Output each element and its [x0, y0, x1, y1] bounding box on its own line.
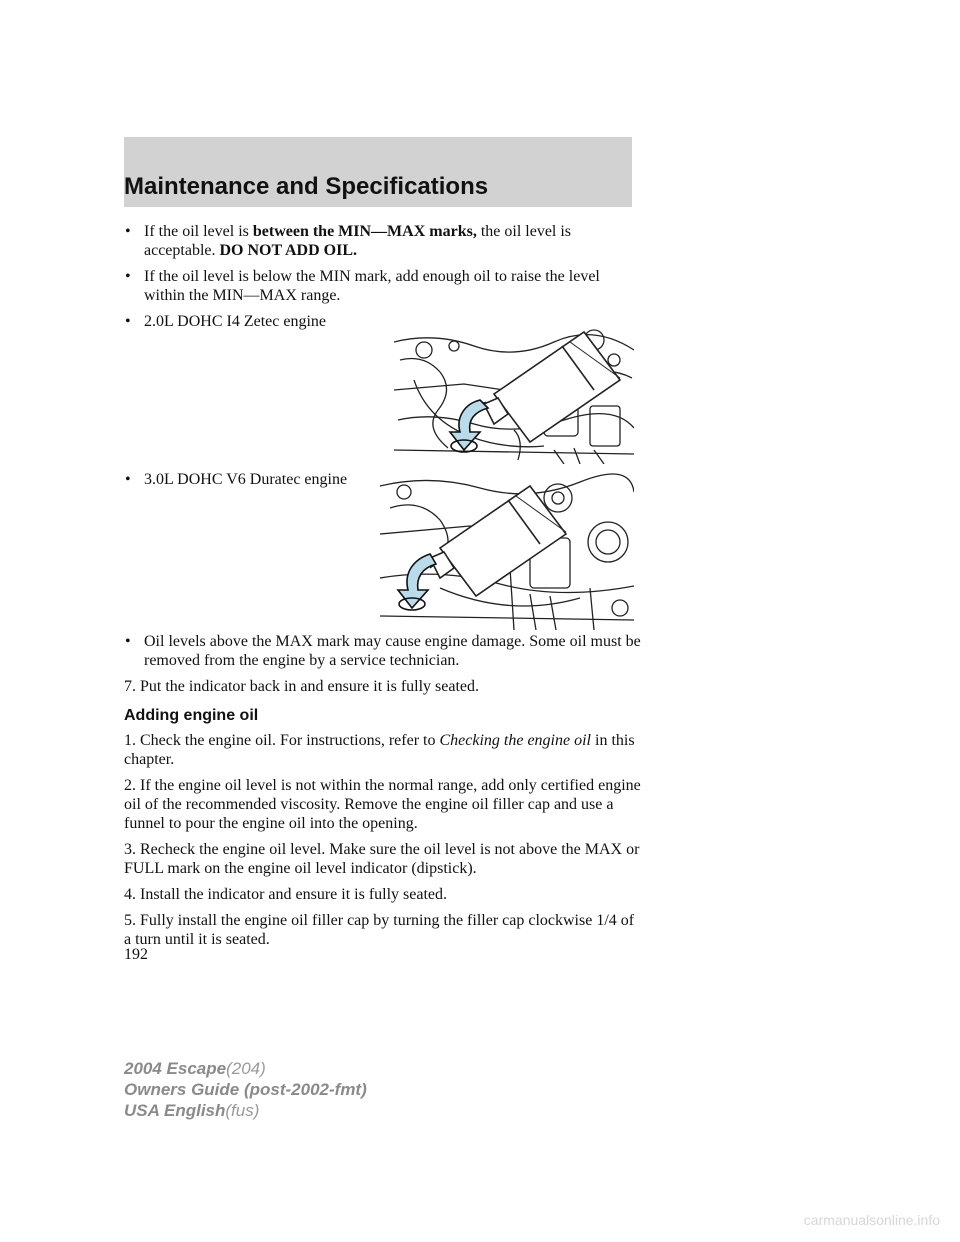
- footer-language: USA English: [124, 1101, 226, 1120]
- bullet-text: Oil levels above the MAX mark may cause engine damage. Some oil must be removed from the engine by a service technician.: [144, 633, 641, 669]
- step-1-text: 1. Check the engine oil. For instructions, refer to: [124, 732, 440, 749]
- engine-row-i4: [124, 312, 644, 470]
- oil-bottle-i4-engine-figure: [394, 320, 634, 464]
- bullet-dot: •: [125, 313, 131, 330]
- checking-engine-oil-reference: Checking the engine oil: [439, 732, 591, 749]
- engine-label-i4: [124, 312, 374, 331]
- watermark: carmanualsonline.info: [803, 1212, 940, 1228]
- bullet-text: If the oil level is below the MIN mark, add enough oil to raise the level within the MIN—MAX range.: [144, 268, 600, 304]
- engine-label-v6: [124, 470, 374, 489]
- step-1-text-end: in this chapter.: [124, 732, 635, 768]
- step-1: [124, 731, 644, 769]
- page-number: 192: [124, 946, 148, 963]
- bullet-text-pre: If the oil level is: [144, 223, 253, 240]
- bullet-dot: •: [125, 268, 131, 285]
- page-content: [124, 222, 644, 956]
- engine-label-text: 3.0L DOHC V6 Duratec engine: [144, 471, 348, 488]
- bullet-text-warning: DO NOT ADD OIL.: [219, 242, 358, 259]
- bullet-dot: •: [125, 471, 131, 488]
- bullet-text-post: the oil level is acceptable.: [144, 223, 572, 259]
- engine-label-text: 2.0L DOHC I4 Zetec engine: [144, 313, 327, 330]
- engine-row-v6: [124, 470, 644, 632]
- step-4: 4. Install the indicator and ensure it is fully seated.: [124, 886, 448, 903]
- footer-language-code: (fus): [225, 1101, 260, 1120]
- bullet-oil-below-min: [124, 267, 644, 305]
- step-2: 2. If the engine oil level is not within the normal range, add only certified engine oil of the recommended viscosity. Remove the engine oil filler cap and use a funnel to pour the engine oil into the opening.: [124, 777, 641, 832]
- footer-model-code: (204): [226, 1059, 266, 1078]
- bullet-oil-acceptable: [124, 222, 644, 260]
- footer-model: 2004 Escape: [124, 1059, 227, 1078]
- adding-engine-oil-heading: Adding engine oil: [124, 707, 259, 724]
- oil-bottle-v6-engine-figure: [380, 468, 634, 630]
- bullet-text-bold: between the MIN—MAX marks,: [252, 223, 477, 240]
- footer-line-1: [124, 1058, 367, 1079]
- step-5: 5. Fully install the engine oil filler cap by turning the filler cap clockwise 1/4 of a turn until it is seated.: [124, 912, 635, 948]
- bullet-dot: •: [125, 223, 131, 240]
- footer-line-3: [124, 1100, 367, 1121]
- document-footer: [124, 1058, 367, 1121]
- section-title: Maintenance and Specifications: [124, 173, 489, 200]
- footer-line-2: [124, 1079, 367, 1100]
- step-7: 7. Put the indicator back in and ensure it is fully seated.: [124, 678, 480, 695]
- bullet-dot: •: [125, 633, 131, 650]
- bullet-above-max: [124, 632, 644, 670]
- step-3: 3. Recheck the engine oil level. Make sure the oil level is not above the MAX or FULL mark on the engine oil level indicator (dipstick).: [124, 841, 640, 877]
- footer-guide: Owners Guide (post-2002-fmt): [124, 1080, 367, 1099]
